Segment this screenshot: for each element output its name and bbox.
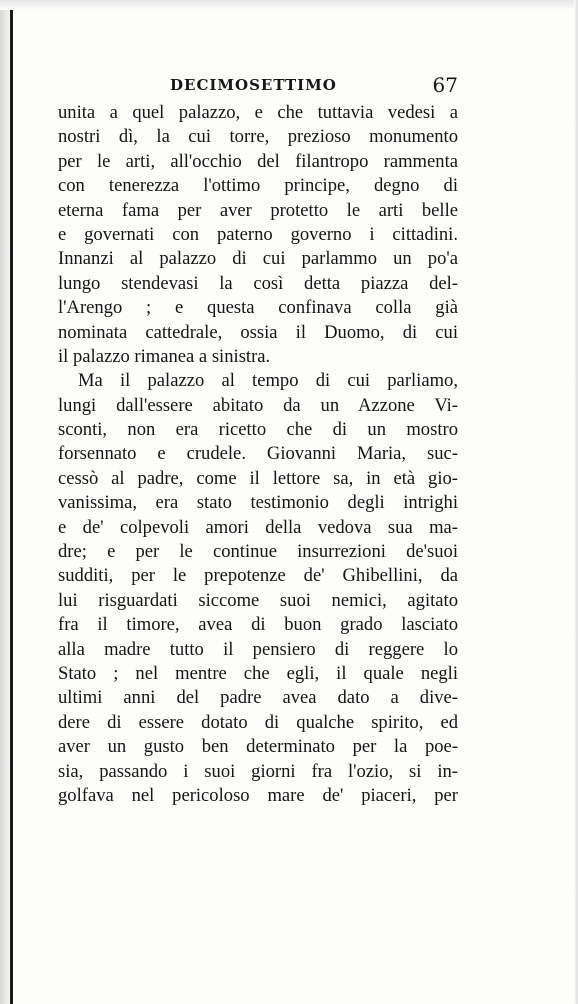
text-line: forsennato e crudele. Giovanni Maria, suc- xyxy=(58,443,458,465)
text-line: l'Arengo ; e questa confinava colla già xyxy=(58,297,458,319)
text-line: dere di essere dotato di qualche spirito, ed xyxy=(58,711,458,733)
text-line: lui risguardati siccome suoi nemici, agitato xyxy=(58,589,458,611)
text-line: alla madre tutto il pensiero di reggere lo xyxy=(58,638,458,660)
paragraph-first-line: Ma il palazzo al tempo di cui parliamo, xyxy=(78,370,458,392)
text-line: e governati con paterno governo i cittadini. xyxy=(58,223,458,245)
text-line: nostri dì, la cui torre, prezioso monumento xyxy=(58,126,458,148)
text-line: cessò al padre, come il lettore sa, in età gio- xyxy=(58,467,458,489)
text-line: aver un gusto ben determinato per la poe- xyxy=(58,736,458,758)
text-line: nominata cattedrale, ossia il Duomo, di cui xyxy=(58,321,458,343)
text-line: Innanzi al palazzo di cui parlammo un po'a xyxy=(58,248,458,270)
page-edge-shadow xyxy=(0,0,10,1004)
text-line: per le arti, all'occhio del filantropo rammenta xyxy=(58,150,458,172)
text-line: unita a quel palazzo, e che tuttavia vedesi a xyxy=(58,102,458,123)
text-line: ultimi anni del padre avea dato a dive- xyxy=(58,687,458,709)
text-line: vanissima, era stato testimonio degli intrighi xyxy=(58,492,458,514)
text-line: lungo stendevasi la così detta piazza del- xyxy=(58,272,458,294)
text-line: con tenerezza l'ottimo principe, degno di xyxy=(58,175,458,197)
page-left-edge xyxy=(10,0,13,1004)
text-line: golfava nel pericoloso mare de' piaceri, per xyxy=(58,784,458,806)
text-line: lungi dall'essere abitato da un Azzone Vi- xyxy=(58,394,458,416)
page-header xyxy=(58,73,458,98)
text-line: sudditi, per le prepotenze de' Ghibellini, da xyxy=(58,565,458,587)
text-line: dre; e per le continue insurrezioni de'suoi xyxy=(58,541,458,563)
page-right-edge xyxy=(574,0,578,1004)
text-line: e de' colpevoli amori della vedova sua ma- xyxy=(58,516,458,538)
page-top-edge xyxy=(0,0,578,10)
text-line: eterna fama per aver protetto le arti belle xyxy=(58,199,458,221)
body-text xyxy=(58,101,458,808)
page-number: 67 xyxy=(432,73,458,97)
text-line: fra il timore, avea di buon grado lasciato xyxy=(58,614,458,636)
text-line: sia, passando i suoi giorni fra l'ozio, si in- xyxy=(58,760,458,782)
text-line: sconti, non era ricetto che di un mostro xyxy=(58,419,458,441)
running-head: DECIMOSETTIMO xyxy=(170,76,337,94)
text-line: il palazzo rimanea a sinistra. xyxy=(58,345,271,367)
text-line: Stato ; nel mentre che egli, il quale negli xyxy=(58,662,458,684)
